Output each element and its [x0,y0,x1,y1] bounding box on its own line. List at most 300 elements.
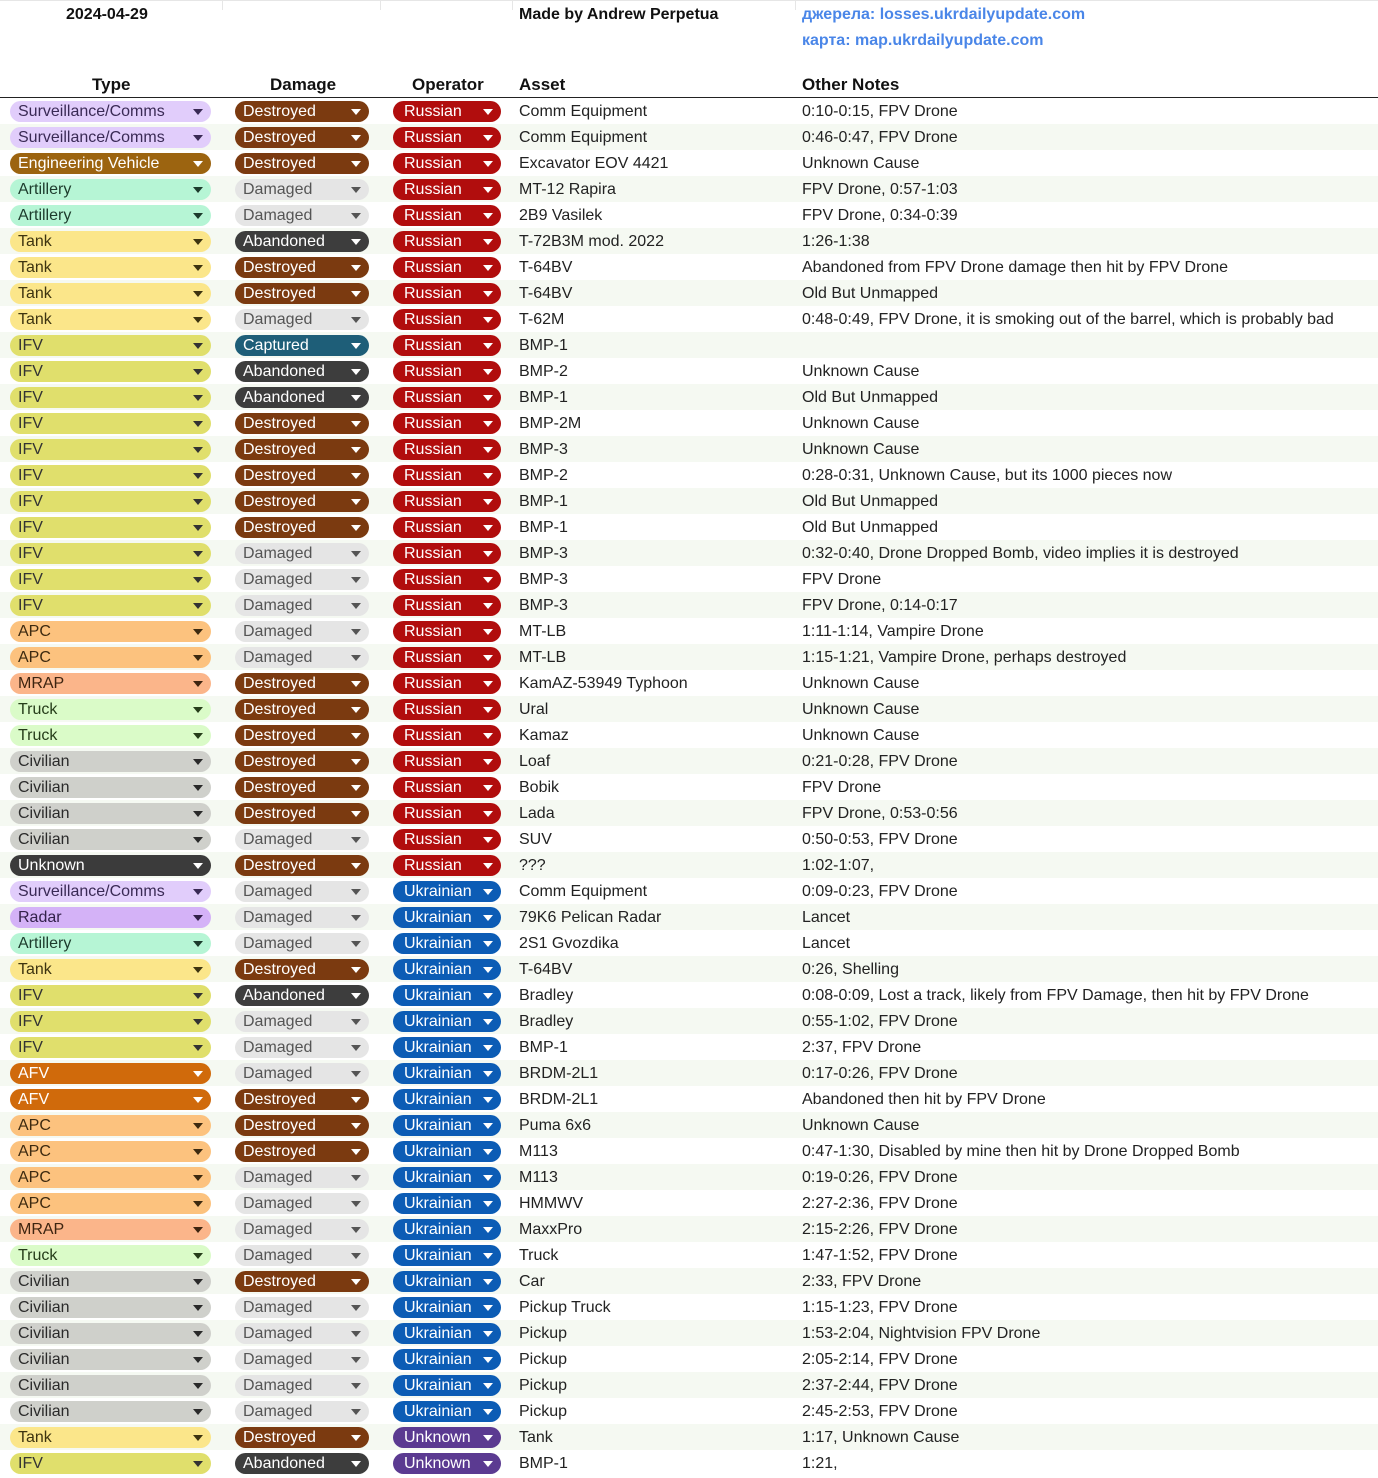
dropdown-arrow-icon[interactable] [193,1227,203,1233]
dropdown-arrow-icon[interactable] [351,1045,361,1051]
column-header-notes[interactable]: Other Notes [802,75,900,94]
notes-cell[interactable]: 0:09-0:23, FPV Drone [802,883,958,900]
dropdown-arrow-icon[interactable] [193,395,203,401]
notes-cell[interactable]: 0:21-0:28, FPV Drone [802,753,958,770]
notes-cell[interactable]: 1:15-1:21, Vampire Drone, perhaps destroyed [802,649,1127,666]
dropdown-arrow-icon[interactable] [193,629,203,635]
dropdown-arrow-icon[interactable] [193,603,203,609]
notes-cell[interactable]: Unknown Cause [802,155,920,172]
operator-dropdown[interactable] [393,413,501,434]
operator-dropdown[interactable] [393,803,501,824]
dropdown-arrow-icon[interactable] [351,1357,361,1363]
dropdown-arrow-icon[interactable] [193,863,203,869]
dropdown-arrow-icon[interactable] [193,317,203,323]
damage-dropdown[interactable] [235,1011,369,1032]
asset-cell[interactable]: Excavator EOV 4421 [519,155,669,172]
dropdown-arrow-icon[interactable] [351,109,361,115]
asset-cell[interactable]: BMP-3 [519,545,568,562]
damage-dropdown[interactable] [235,647,369,668]
asset-cell[interactable]: BMP-2 [519,467,568,484]
dropdown-arrow-icon[interactable] [351,707,361,713]
dropdown-arrow-icon[interactable] [351,473,361,479]
notes-cell[interactable]: Unknown Cause [802,441,920,458]
damage-dropdown[interactable] [235,933,369,954]
dropdown-arrow-icon[interactable] [193,1461,203,1467]
type-dropdown[interactable] [10,231,211,252]
type-dropdown[interactable] [10,127,211,148]
operator-dropdown[interactable] [393,673,501,694]
type-dropdown[interactable] [10,517,211,538]
operator-dropdown[interactable] [393,1141,501,1162]
notes-cell[interactable]: 2:45-2:53, FPV Drone [802,1403,958,1420]
notes-cell[interactable]: 0:28-0:31, Unknown Cause, but its 1000 pieces now [802,467,1173,484]
asset-cell[interactable]: BMP-2M [519,415,582,432]
dropdown-arrow-icon[interactable] [351,837,361,843]
notes-cell[interactable]: 1:17, Unknown Cause [802,1429,960,1446]
dropdown-arrow-icon[interactable] [193,473,203,479]
dropdown-arrow-icon[interactable] [351,187,361,193]
asset-cell[interactable]: T-64BV [519,259,573,276]
dropdown-arrow-icon[interactable] [483,1097,493,1103]
dropdown-arrow-icon[interactable] [483,889,493,895]
dropdown-arrow-icon[interactable] [351,1253,361,1259]
operator-dropdown[interactable] [393,231,501,252]
dropdown-arrow-icon[interactable] [483,577,493,583]
type-dropdown[interactable] [10,335,211,356]
asset-cell[interactable]: Bobik [519,779,560,796]
asset-cell[interactable]: T-62M [519,311,565,328]
damage-dropdown[interactable] [235,673,369,694]
asset-cell[interactable]: BRDM-2L1 [519,1065,599,1082]
asset-cell[interactable]: Pickup Truck [519,1299,611,1316]
asset-cell[interactable]: HMMWV [519,1195,583,1212]
type-dropdown[interactable] [10,933,211,954]
dropdown-arrow-icon[interactable] [351,941,361,947]
dropdown-arrow-icon[interactable] [483,1331,493,1337]
notes-cell[interactable]: Old But Unmapped [802,389,939,406]
dropdown-arrow-icon[interactable] [483,837,493,843]
operator-dropdown[interactable] [393,1375,501,1396]
type-dropdown[interactable] [10,1141,211,1162]
damage-dropdown[interactable] [235,361,369,382]
asset-cell[interactable]: SUV [519,831,552,848]
damage-dropdown[interactable] [235,465,369,486]
dropdown-arrow-icon[interactable] [483,1435,493,1441]
operator-dropdown[interactable] [393,829,501,850]
damage-dropdown[interactable] [235,491,369,512]
sources-link[interactable]: джерела: losses.ukrdailyupdate.com [802,6,1086,23]
damage-dropdown[interactable] [235,231,369,252]
operator-dropdown[interactable] [393,933,501,954]
notes-cell[interactable]: 0:17-0:26, FPV Drone [802,1065,958,1082]
damage-dropdown[interactable] [235,1141,369,1162]
operator-dropdown[interactable] [393,959,501,980]
type-dropdown[interactable] [10,907,211,928]
damage-dropdown[interactable] [235,751,369,772]
damage-dropdown[interactable] [235,621,369,642]
dropdown-arrow-icon[interactable] [193,1383,203,1389]
notes-cell[interactable]: Old But Unmapped [802,493,939,510]
asset-cell[interactable]: M113 [519,1169,558,1186]
notes-cell[interactable]: 0:26, Shelling [802,961,899,978]
asset-cell[interactable]: Car [519,1273,545,1290]
type-dropdown[interactable] [10,1349,211,1370]
damage-dropdown[interactable] [235,595,369,616]
type-dropdown[interactable] [10,309,211,330]
damage-dropdown[interactable] [235,1063,369,1084]
dropdown-arrow-icon[interactable] [193,733,203,739]
dropdown-arrow-icon[interactable] [483,1357,493,1363]
dropdown-arrow-icon[interactable] [193,1435,203,1441]
asset-cell[interactable]: Puma 6x6 [519,1117,592,1134]
dropdown-arrow-icon[interactable] [483,109,493,115]
asset-cell[interactable]: BRDM-2L1 [519,1091,599,1108]
notes-cell[interactable]: 2:37, FPV Drone [802,1039,922,1056]
dropdown-arrow-icon[interactable] [351,317,361,323]
dropdown-arrow-icon[interactable] [483,655,493,661]
dropdown-arrow-icon[interactable] [351,239,361,245]
dropdown-arrow-icon[interactable] [351,1071,361,1077]
dropdown-arrow-icon[interactable] [193,1175,203,1181]
notes-cell[interactable]: 0:10-0:15, FPV Drone [802,103,958,120]
asset-cell[interactable]: BMP-1 [519,1039,568,1056]
dropdown-arrow-icon[interactable] [351,681,361,687]
dropdown-arrow-icon[interactable] [351,759,361,765]
damage-dropdown[interactable] [235,1375,369,1396]
type-dropdown[interactable] [10,959,211,980]
dropdown-arrow-icon[interactable] [351,1019,361,1025]
notes-cell[interactable]: Unknown Cause [802,415,920,432]
dropdown-arrow-icon[interactable] [483,447,493,453]
asset-cell[interactable]: MT-LB [519,649,567,666]
dropdown-arrow-icon[interactable] [193,1097,203,1103]
damage-dropdown[interactable] [235,1089,369,1110]
dropdown-arrow-icon[interactable] [193,1149,203,1155]
dropdown-arrow-icon[interactable] [193,447,203,453]
dropdown-arrow-icon[interactable] [193,993,203,999]
type-dropdown[interactable] [10,491,211,512]
notes-cell[interactable]: FPV Drone, 0:57-1:03 [802,181,958,198]
dropdown-arrow-icon[interactable] [193,1409,203,1415]
dropdown-arrow-icon[interactable] [351,161,361,167]
dropdown-arrow-icon[interactable] [483,1045,493,1051]
notes-cell[interactable]: 2:15-2:26, FPV Drone [802,1221,958,1238]
dropdown-arrow-icon[interactable] [483,1279,493,1285]
type-dropdown[interactable] [10,1401,211,1422]
asset-cell[interactable]: T-64BV [519,961,573,978]
operator-dropdown[interactable] [393,517,501,538]
asset-cell[interactable]: Pickup [519,1377,568,1394]
type-dropdown[interactable] [10,1063,211,1084]
type-dropdown[interactable] [10,413,211,434]
type-dropdown[interactable] [10,101,211,122]
type-dropdown[interactable] [10,283,211,304]
asset-cell[interactable]: BMP-3 [519,441,568,458]
dropdown-arrow-icon[interactable] [483,525,493,531]
damage-dropdown[interactable] [235,309,369,330]
notes-cell[interactable]: Unknown Cause [802,675,920,692]
dropdown-arrow-icon[interactable] [193,1019,203,1025]
dropdown-arrow-icon[interactable] [351,551,361,557]
operator-dropdown[interactable] [393,1427,501,1448]
operator-dropdown[interactable] [393,439,501,460]
notes-cell[interactable]: 0:47-1:30, Disabled by mine then hit by Drone Dropped Bomb [802,1143,1240,1160]
dropdown-arrow-icon[interactable] [193,265,203,271]
notes-cell[interactable]: FPV Drone, 0:14-0:17 [802,597,958,614]
dropdown-arrow-icon[interactable] [483,317,493,323]
notes-cell[interactable]: 0:19-0:26, FPV Drone [802,1169,958,1186]
dropdown-arrow-icon[interactable] [351,863,361,869]
notes-cell[interactable]: 1:53-2:04, Nightvision FPV Drone [802,1325,1041,1342]
dropdown-arrow-icon[interactable] [351,369,361,375]
dropdown-arrow-icon[interactable] [483,681,493,687]
type-dropdown[interactable] [10,1427,211,1448]
dropdown-arrow-icon[interactable] [483,213,493,219]
operator-dropdown[interactable] [393,621,501,642]
dropdown-arrow-icon[interactable] [483,499,493,505]
asset-cell[interactable]: MT-12 Rapira [519,181,616,198]
type-dropdown[interactable] [10,881,211,902]
dropdown-arrow-icon[interactable] [351,1227,361,1233]
damage-dropdown[interactable] [235,127,369,148]
dropdown-arrow-icon[interactable] [483,915,493,921]
notes-cell[interactable]: 2:05-2:14, FPV Drone [802,1351,958,1368]
damage-dropdown[interactable] [235,1453,369,1474]
operator-dropdown[interactable] [393,205,501,226]
dropdown-arrow-icon[interactable] [351,577,361,583]
type-dropdown[interactable] [10,1193,211,1214]
dropdown-arrow-icon[interactable] [351,447,361,453]
type-dropdown[interactable] [10,1271,211,1292]
asset-cell[interactable]: Pickup [519,1351,568,1368]
damage-dropdown[interactable] [235,179,369,200]
damage-dropdown[interactable] [235,335,369,356]
dropdown-arrow-icon[interactable] [351,421,361,427]
notes-cell[interactable]: 2:33, FPV Drone [802,1273,922,1290]
asset-cell[interactable]: Comm Equipment [519,129,648,146]
damage-dropdown[interactable] [235,1167,369,1188]
dropdown-arrow-icon[interactable] [483,421,493,427]
notes-cell[interactable]: Old But Unmapped [802,285,939,302]
asset-cell[interactable]: BMP-3 [519,597,568,614]
type-dropdown[interactable] [10,621,211,642]
notes-cell[interactable]: 0:46-0:47, FPV Drone [802,129,958,146]
dropdown-arrow-icon[interactable] [483,733,493,739]
dropdown-arrow-icon[interactable] [193,161,203,167]
type-dropdown[interactable] [10,647,211,668]
damage-dropdown[interactable] [235,439,369,460]
dropdown-arrow-icon[interactable] [351,655,361,661]
damage-dropdown[interactable] [235,855,369,876]
dropdown-arrow-icon[interactable] [351,1331,361,1337]
dropdown-arrow-icon[interactable] [193,1279,203,1285]
dropdown-arrow-icon[interactable] [351,1383,361,1389]
notes-cell[interactable]: Lancet [802,935,851,952]
dropdown-arrow-icon[interactable] [193,187,203,193]
asset-cell[interactable]: BMP-1 [519,519,568,536]
dropdown-arrow-icon[interactable] [193,655,203,661]
operator-dropdown[interactable] [393,1297,501,1318]
dropdown-arrow-icon[interactable] [483,1253,493,1259]
dropdown-arrow-icon[interactable] [351,291,361,297]
notes-cell[interactable]: 0:50-0:53, FPV Drone [802,831,958,848]
notes-cell[interactable]: 2:27-2:36, FPV Drone [802,1195,958,1212]
operator-dropdown[interactable] [393,751,501,772]
asset-cell[interactable]: 2S1 Gvozdika [519,935,619,952]
operator-dropdown[interactable] [393,1323,501,1344]
type-dropdown[interactable] [10,595,211,616]
asset-cell[interactable]: Ural [519,701,549,718]
operator-dropdown[interactable] [393,569,501,590]
dropdown-arrow-icon[interactable] [351,1305,361,1311]
notes-cell[interactable]: Old But Unmapped [802,519,939,536]
damage-dropdown[interactable] [235,1219,369,1240]
type-dropdown[interactable] [10,465,211,486]
dropdown-arrow-icon[interactable] [193,577,203,583]
dropdown-arrow-icon[interactable] [483,811,493,817]
damage-dropdown[interactable] [235,985,369,1006]
dropdown-arrow-icon[interactable] [483,1409,493,1415]
damage-dropdown[interactable] [235,803,369,824]
dropdown-arrow-icon[interactable] [483,1123,493,1129]
damage-dropdown[interactable] [235,1115,369,1136]
dropdown-arrow-icon[interactable] [483,1201,493,1207]
dropdown-arrow-icon[interactable] [193,239,203,245]
dropdown-arrow-icon[interactable] [483,993,493,999]
operator-dropdown[interactable] [393,855,501,876]
type-dropdown[interactable] [10,725,211,746]
operator-dropdown[interactable] [393,595,501,616]
column-header-asset[interactable]: Asset [519,75,566,94]
damage-dropdown[interactable] [235,205,369,226]
dropdown-arrow-icon[interactable] [483,941,493,947]
dropdown-arrow-icon[interactable] [193,1253,203,1259]
dropdown-arrow-icon[interactable] [483,707,493,713]
operator-dropdown[interactable] [393,1401,501,1422]
type-dropdown[interactable] [10,1115,211,1136]
notes-cell[interactable]: Unknown Cause [802,363,920,380]
asset-cell[interactable]: M113 [519,1143,558,1160]
notes-cell[interactable]: FPV Drone [802,571,882,588]
asset-cell[interactable]: BMP-1 [519,1455,568,1472]
operator-dropdown[interactable] [393,1271,501,1292]
dropdown-arrow-icon[interactable] [193,499,203,505]
operator-dropdown[interactable] [393,1193,501,1214]
operator-dropdown[interactable] [393,257,501,278]
dropdown-arrow-icon[interactable] [351,1123,361,1129]
operator-dropdown[interactable] [393,335,501,356]
asset-cell[interactable]: Kamaz [519,727,569,744]
operator-dropdown[interactable] [393,647,501,668]
type-dropdown[interactable] [10,439,211,460]
dropdown-arrow-icon[interactable] [483,291,493,297]
dropdown-arrow-icon[interactable] [351,967,361,973]
dropdown-arrow-icon[interactable] [351,603,361,609]
operator-dropdown[interactable] [393,881,501,902]
notes-cell[interactable]: 1:47-1:52, FPV Drone [802,1247,958,1264]
operator-dropdown[interactable] [393,725,501,746]
column-header-damage[interactable]: Damage [270,75,337,94]
dropdown-arrow-icon[interactable] [193,421,203,427]
type-dropdown[interactable] [10,855,211,876]
damage-dropdown[interactable] [235,777,369,798]
notes-cell[interactable]: Unknown Cause [802,727,920,744]
asset-cell[interactable]: MaxxPro [519,1221,583,1238]
dropdown-arrow-icon[interactable] [351,811,361,817]
notes-cell[interactable]: 0:08-0:09, Lost a track, likely from FPV Damage, then hit by FPV Drone [802,987,1309,1004]
damage-dropdown[interactable] [235,1323,369,1344]
dropdown-arrow-icon[interactable] [351,1149,361,1155]
dropdown-arrow-icon[interactable] [351,889,361,895]
type-dropdown[interactable] [10,699,211,720]
type-dropdown[interactable] [10,985,211,1006]
dropdown-arrow-icon[interactable] [483,395,493,401]
damage-dropdown[interactable] [235,413,369,434]
damage-dropdown[interactable] [235,1271,369,1292]
notes-cell[interactable]: Unknown Cause [802,1117,920,1134]
operator-dropdown[interactable] [393,387,501,408]
asset-cell[interactable]: T-72B3M mod. 2022 [519,233,664,250]
dropdown-arrow-icon[interactable] [351,525,361,531]
type-dropdown[interactable] [10,1297,211,1318]
notes-cell[interactable]: 1:21, [802,1455,838,1472]
operator-dropdown[interactable] [393,153,501,174]
dropdown-arrow-icon[interactable] [483,473,493,479]
damage-dropdown[interactable] [235,257,369,278]
operator-dropdown[interactable] [393,1167,501,1188]
dropdown-arrow-icon[interactable] [483,1461,493,1467]
type-dropdown[interactable] [10,1245,211,1266]
notes-cell[interactable]: Abandoned then hit by FPV Drone [802,1091,1046,1108]
dropdown-arrow-icon[interactable] [483,135,493,141]
map-link[interactable]: карта: map.ukrdailyupdate.com [802,32,1044,49]
asset-cell[interactable]: KamAZ-53949 Typhoon [519,675,688,692]
dropdown-arrow-icon[interactable] [193,941,203,947]
operator-dropdown[interactable] [393,491,501,512]
asset-cell[interactable]: BMP-3 [519,571,568,588]
asset-cell[interactable]: Comm Equipment [519,103,648,120]
asset-cell[interactable]: BMP-1 [519,389,568,406]
notes-cell[interactable]: FPV Drone [802,779,882,796]
damage-dropdown[interactable] [235,153,369,174]
dropdown-arrow-icon[interactable] [351,343,361,349]
damage-dropdown[interactable] [235,699,369,720]
dropdown-arrow-icon[interactable] [351,395,361,401]
asset-cell[interactable]: 79K6 Pelican Radar [519,909,662,926]
damage-dropdown[interactable] [235,543,369,564]
dropdown-arrow-icon[interactable] [193,291,203,297]
dropdown-arrow-icon[interactable] [193,811,203,817]
column-header-type[interactable]: Type [92,75,131,94]
dropdown-arrow-icon[interactable] [193,785,203,791]
dropdown-arrow-icon[interactable] [483,1305,493,1311]
damage-dropdown[interactable] [235,1349,369,1370]
dropdown-arrow-icon[interactable] [193,681,203,687]
report-date[interactable]: 2024-04-29 [66,6,148,23]
dropdown-arrow-icon[interactable] [193,889,203,895]
notes-cell[interactable]: 1:26-1:38 [802,233,870,250]
operator-dropdown[interactable] [393,1089,501,1110]
dropdown-arrow-icon[interactable] [193,343,203,349]
asset-cell[interactable]: 2B9 Vasilek [519,207,603,224]
type-dropdown[interactable] [10,751,211,772]
type-dropdown[interactable] [10,257,211,278]
notes-cell[interactable]: 0:55-1:02, FPV Drone [802,1013,958,1030]
dropdown-arrow-icon[interactable] [351,1409,361,1415]
dropdown-arrow-icon[interactable] [483,785,493,791]
dropdown-arrow-icon[interactable] [193,1071,203,1077]
dropdown-arrow-icon[interactable] [193,1123,203,1129]
